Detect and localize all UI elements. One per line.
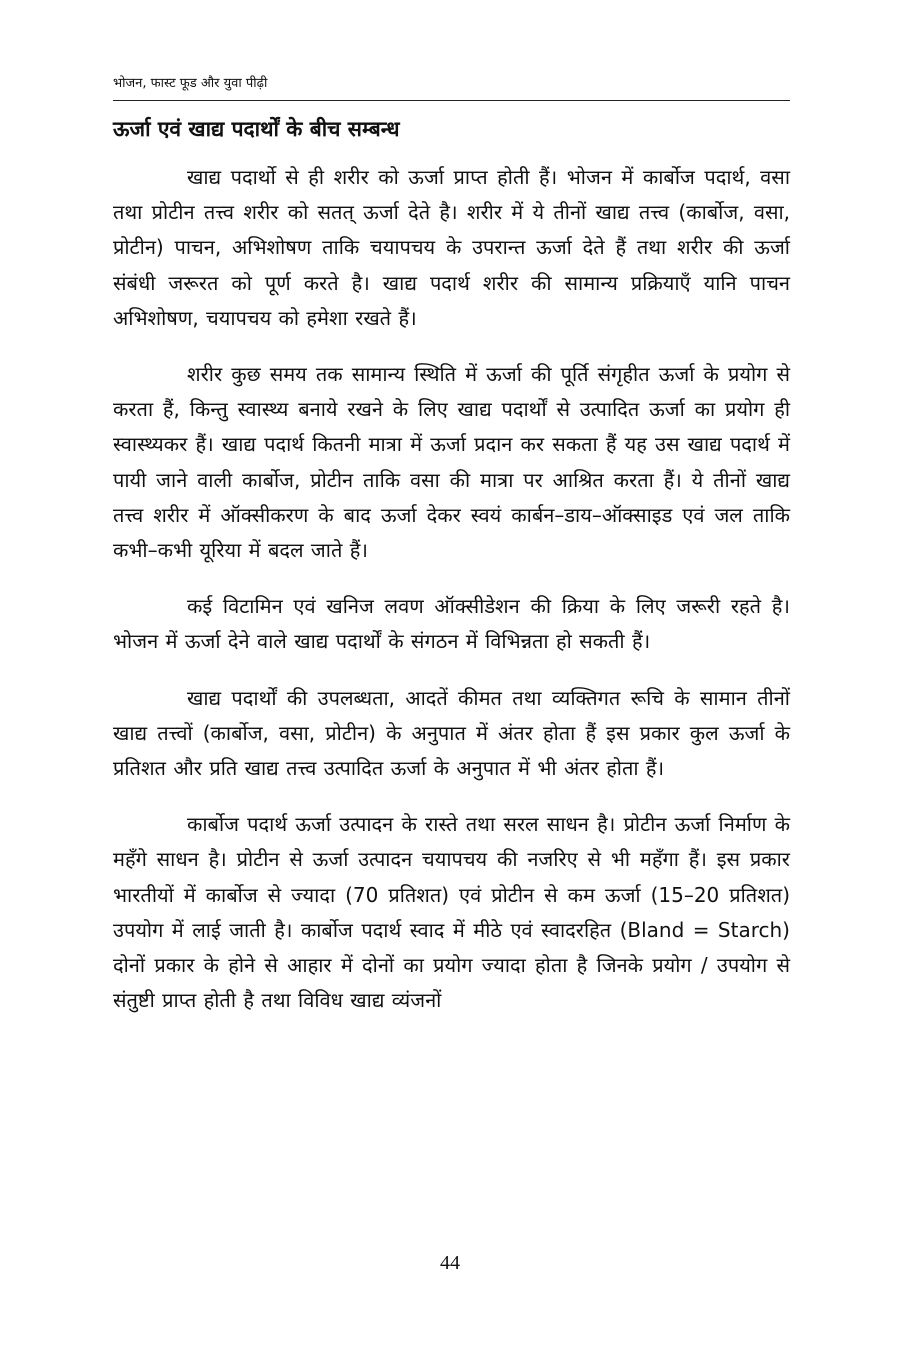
section-title: ऊर्जा एवं खाद्य पदार्थों के बीच सम्बन्ध <box>113 117 400 141</box>
paragraph-vitamins-minerals: कई विटामिन एवं खनिज लवण ऑक्सीडेशन की क्रिया के लिए जरूरी रहते है। भोजन में ऊर्जा देने वाले खाद्य पदार्थों के संगठन में विभिन्नता हो सकती हैं। <box>113 594 790 654</box>
running-header-title: भोजन, फास्ट फूड और युवा पीढ़ी <box>113 76 268 91</box>
running-header <box>113 74 790 101</box>
paragraph-energy-from-food: खाद्य पदार्थो से ही शरीर को ऊर्जा प्राप्त होती हैं। भोजन में कार्बोज पदार्थ, वसा तथा प्रोटीन तत्त्व शरीर को सतत् ऊर्जा देते है। शरीर में ये तीनों खाद्य तत्त्व (कार्बोज, वसा, प्रोटीन) पाचन, अभिशोषण ताकि चयापचय के उपरान्त ऊर्जा देते हैं तथा शरीर की ऊर्जा संबंधी जरूरत को पूर्ण करते है। खाद्य पदार्थ शरीर की सामान्य प्रक्रियाएँ यानि पाचन अभिशोषण, चयापचय को हमेशा रखते हैं। <box>113 165 790 330</box>
page-number: 44 <box>440 1252 460 1274</box>
paragraph-carbohydrate-sources: कार्बोज पदार्थ ऊर्जा उत्पादन के रास्ते तथा सरल साधन है। प्रोटीन ऊर्जा निर्माण के महँगे साधन है। प्रोटीन से ऊर्जा उत्पादन चयापचय की नजरिए से भी महँगा हैं। इस प्रकार भारतीयों में कार्बोज से ज्यादा (70 प्रतिशत) एवं प्रोटीन से कम ऊर्जा (15–20 प्रतिशत) उपयोग में लाई जाती है। कार्बोज पदार्थ स्वाद में मीठे एवं स्वादरहित (Bland = Starch) दोनों प्रकार के होने से आहार में दोनों का प्रयोग ज्यादा होता है जिनके प्रयोग / उपयोग से संतुष्टी प्राप्त होती है तथा विविध खाद्य व्यंजनों <box>113 812 790 1013</box>
paragraph-stored-energy: शरीर कुछ समय तक सामान्य स्थिति में ऊर्जा की पूर्ति संगृहीत ऊर्जा के प्रयोग से करता हैं, किन्तु स्वास्थ्य बनाये रखने के लिए खाद्य पदार्थों से उत्पादित ऊर्जा का प्रयोग ही स्वास्थ्यकर हैं। खाद्य पदार्थ कितनी मात्रा में ऊर्जा प्रदान कर सकता हैं यह उस खाद्य पदार्थ में पायी जाने वाली कार्बोज, प्रोटीन ताकि वसा की मात्रा पर आश्रित करता हैं। ये तीनों खाद्य तत्त्व शरीर में ऑक्सीकरण के बाद ऊर्जा देकर स्वयं कार्बन–डाय–ऑक्साइड एवं जल ताकि कभी–कभी यूरिया में बदल जाते हैं। <box>113 362 790 563</box>
page-body <box>113 160 790 1039</box>
paragraph-nutrient-proportions: खाद्य पदार्थों की उपलब्धता, आदतें कीमत तथा व्यक्तिगत रूचि के सामान तीनों खाद्य तत्त्वों (कार्बोज, वसा, प्रोटीन) के अनुपात में अंतर होता हैं इस प्रकार कुल ऊर्जा के प्रतिशत और प्रति खाद्य तत्त्व उत्पादित ऊर्जा के अनुपात में भी अंतर होता हैं। <box>113 685 790 781</box>
